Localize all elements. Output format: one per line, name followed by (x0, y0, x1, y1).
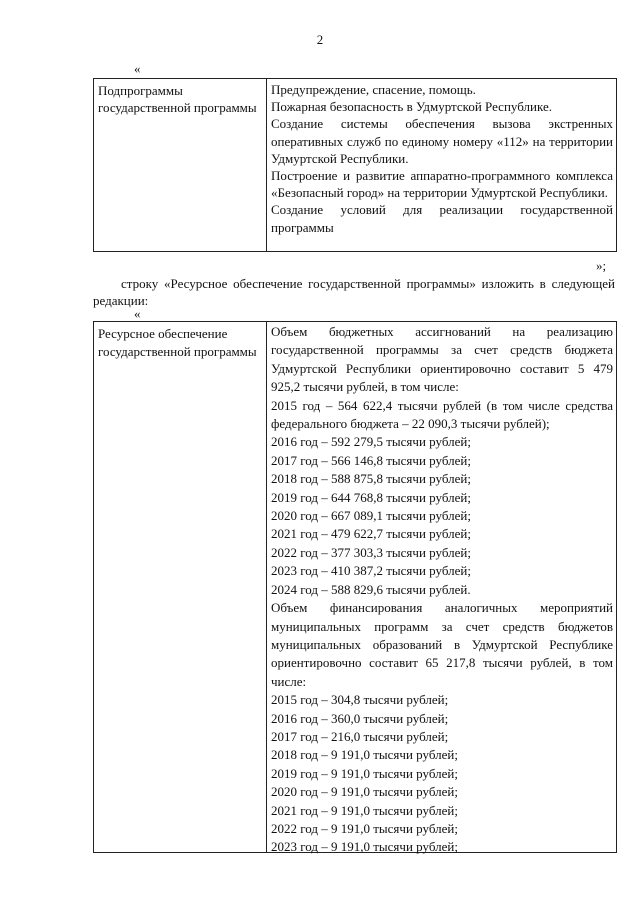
page-number: 2 (316, 32, 324, 47)
budget-year-row: 2018 год – 588 875,8 тысячи рублей; (271, 471, 471, 487)
budget-year-row: 2024 год – 588 829,6 тысячи рублей. (271, 581, 471, 597)
closing-quote: »; (596, 258, 607, 273)
budget-year-row: 2020 год – 667 089,1 тысячи рублей; (271, 508, 471, 524)
subprograms-label: Подпрограммы государственной программы (94, 79, 267, 251)
municipal-year-row: 2016 год – 360,0 тысячи рублей; (271, 710, 449, 726)
resource-details (267, 322, 616, 855)
resource-label: Ресурсное обеспечение государственной программы (94, 322, 267, 852)
municipal-intro: Объем финансирования аналогичных мероприятий муниципальных программ за счет средств бюджетов муниципальных образований в Удмуртской Республике ориентировочно составит 65 217,8 тысячи рублей, в том числе: (271, 600, 613, 689)
budget-year-row: 2016 год – 592 279,5 тысячи рублей; (271, 434, 471, 450)
budget-year-row: 2015 год – 564 622,4 тысячи рублей (в том числе средства федерального бюджета – 22 090,3 тысячи рублей); (271, 397, 613, 432)
subprogram-item: Создание системы обеспечения вызова экстренных оперативных служб по единому номеру «112» на территории Удмуртской Республики. (271, 116, 613, 166)
municipal-year-row: 2018 год – 9 191,0 тысячи рублей; (271, 747, 458, 763)
opening-quote-2: « (134, 306, 141, 321)
subprogram-item: Предупреждение, спасение, помощь. (271, 82, 476, 97)
subprograms-table (93, 78, 617, 252)
municipal-year-row: 2020 год – 9 191,0 тысячи рублей; (271, 784, 458, 800)
subprogram-item: Пожарная безопасность в Удмуртской Республике. (271, 99, 552, 115)
budget-year-row: 2019 год – 644 768,8 тысячи рублей; (271, 489, 471, 505)
resource-table (93, 321, 617, 853)
municipal-year-row: 2019 год – 9 191,0 тысячи рублей; (271, 765, 458, 781)
budget-year-row: 2021 год – 479 622,7 тысячи рублей; (271, 526, 471, 542)
municipal-year-row: 2017 год – 216,0 тысячи рублей; (271, 728, 449, 744)
municipal-year-row: 2023 год – 9 191,0 тысячи рублей; (271, 839, 458, 855)
subprograms-list (267, 79, 616, 251)
subprogram-item: Создание условий для реализации государственной программы (271, 202, 613, 235)
budget-year-row: 2023 год – 410 387,2 тысячи рублей; (271, 563, 471, 579)
amendment-paragraph: строку «Ресурсное обеспечение государственной программы» изложить в следующей редакции: (93, 276, 615, 308)
opening-quote: « (134, 61, 141, 76)
subprogram-item: Построение и развитие аппаратно-программного комплекса «Безопасный город» на территории Удмуртской Республики. (271, 168, 613, 201)
budget-intro: Объем бюджетных ассигнований на реализацию государственной программы за счет средств бюджета Удмуртской Республики ориентировочно составит 5 479 925,2 тысячи рублей, в том числе: (271, 324, 613, 395)
municipal-year-row: 2022 год – 9 191,0 тысячи рублей; (271, 820, 458, 836)
municipal-year-row: 2021 год – 9 191,0 тысячи рублей; (271, 802, 458, 818)
municipal-year-row: 2015 год – 304,8 тысячи рублей; (271, 692, 449, 708)
budget-year-row: 2022 год – 377 303,3 тысячи рублей; (271, 544, 471, 560)
budget-year-row: 2017 год – 566 146,8 тысячи рублей; (271, 452, 471, 468)
